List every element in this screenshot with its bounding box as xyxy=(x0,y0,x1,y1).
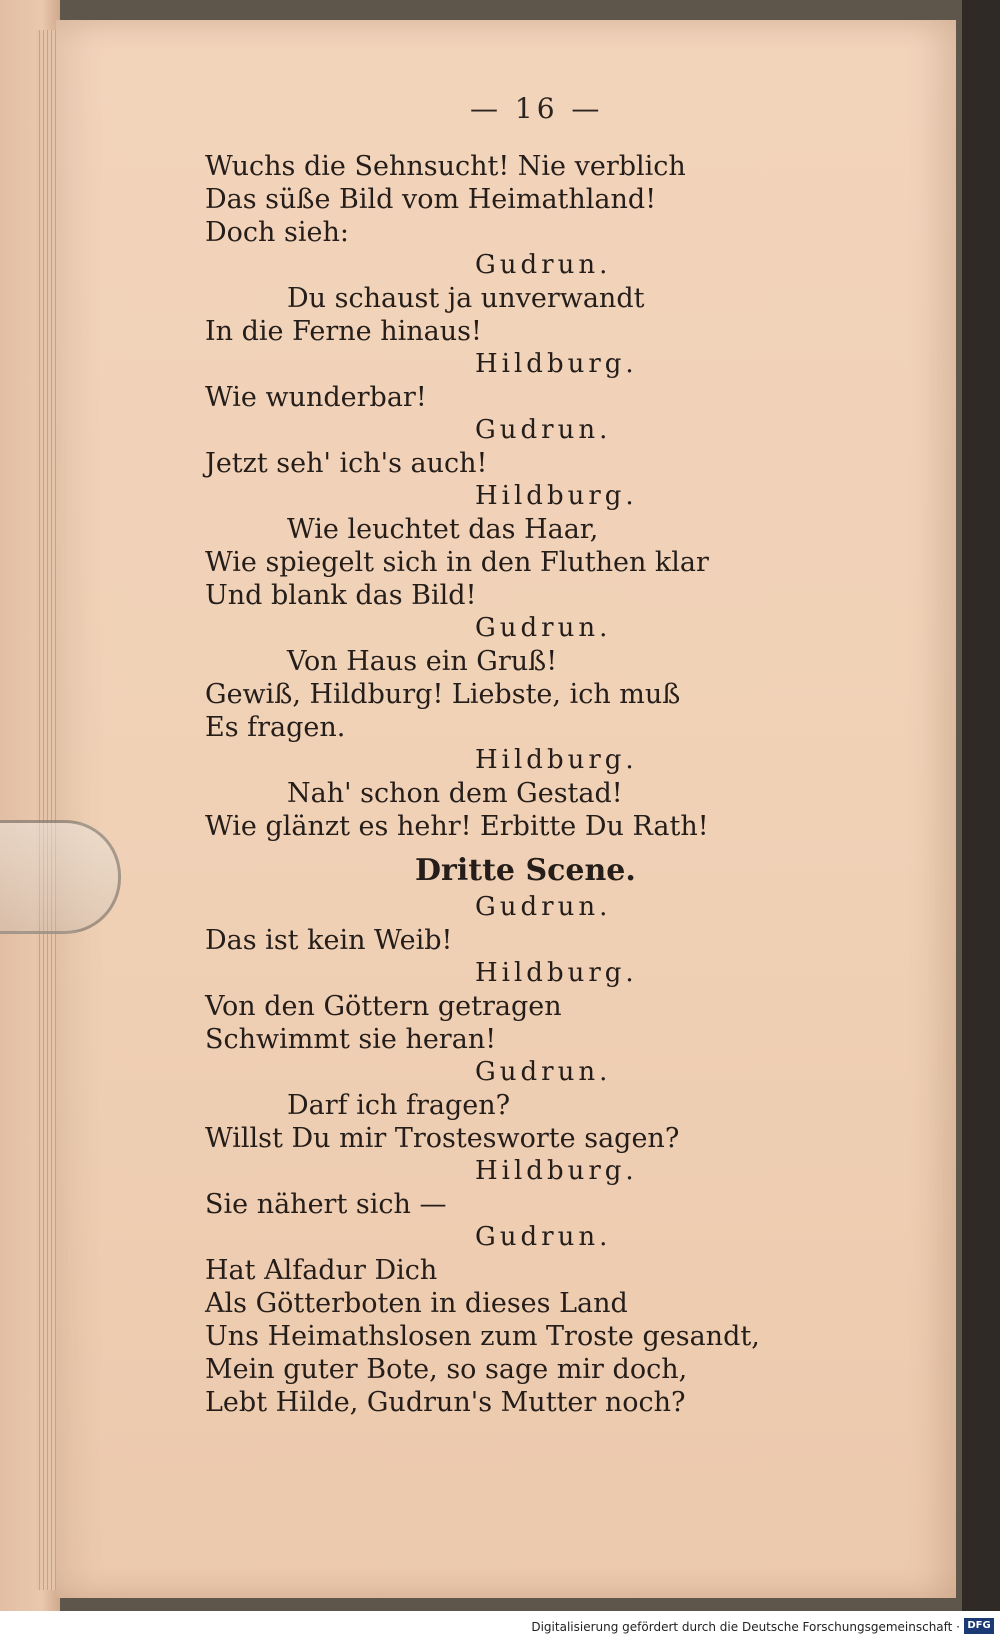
verse-line: Von den Göttern getragen xyxy=(205,991,562,1022)
speaker-name: Gudrun. xyxy=(475,1222,612,1252)
verse-line: Nah' schon dem Gestad! xyxy=(287,778,623,809)
footer-credit: Digitalisierung gefördert durch die Deutsche Forschungsgemeinschaft · xyxy=(531,1620,960,1634)
scene-heading: Dritte Scene. xyxy=(415,853,636,888)
verse-line: Schwimmt sie heran! xyxy=(205,1024,497,1055)
verse-line: Es fragen. xyxy=(205,712,346,743)
verse-line: Du schaust ja unverwandt xyxy=(287,283,645,314)
speaker-name: Gudrun. xyxy=(475,415,612,445)
scan-background-right xyxy=(962,0,1000,1639)
verse-line: Von Haus ein Gruß! xyxy=(287,646,558,677)
footer-bar xyxy=(0,1611,1000,1639)
speaker-name: Gudrun. xyxy=(475,613,612,643)
verse-line: Lebt Hilde, Gudrun's Mutter noch? xyxy=(205,1387,686,1418)
page-clip xyxy=(0,820,121,934)
verse-line: Das ist kein Weib! xyxy=(205,925,453,956)
verse-line: Hat Alfadur Dich xyxy=(205,1255,438,1286)
verse-line: Uns Heimathslosen zum Troste gesandt, xyxy=(205,1321,760,1352)
speaker-name: Hildburg. xyxy=(475,958,638,988)
verse-line: In die Ferne hinaus! xyxy=(205,316,482,347)
verse-line: Willst Du mir Trostesworte sagen? xyxy=(205,1123,680,1154)
verse-line: Wie glänzt es hehr! Erbitte Du Rath! xyxy=(205,811,709,842)
verse-line: Doch sieh: xyxy=(205,217,349,248)
verse-line: Jetzt seh' ich's auch! xyxy=(205,448,488,479)
speaker-name: Gudrun. xyxy=(475,1057,612,1087)
page-number: — 16 — xyxy=(470,92,604,125)
speaker-name: Hildburg. xyxy=(475,349,638,379)
verse-line: Wie leuchtet das Haar, xyxy=(287,514,599,545)
speaker-name: Gudrun. xyxy=(475,250,612,280)
speaker-name: Hildburg. xyxy=(475,1156,638,1186)
verse-line: Und blank das Bild! xyxy=(205,580,477,611)
speaker-name: Hildburg. xyxy=(475,481,638,511)
verse-line: Wie spiegelt sich in den Fluthen klar xyxy=(205,547,709,578)
verse-line: Als Götterboten in dieses Land xyxy=(205,1288,628,1319)
dfg-logo: DFG xyxy=(964,1618,994,1634)
verse-line: Das süße Bild vom Heimathland! xyxy=(205,184,657,215)
verse-line: Wie wunderbar! xyxy=(205,382,427,413)
speaker-name: Hildburg. xyxy=(475,745,638,775)
verse-line: Mein guter Bote, so sage mir doch, xyxy=(205,1354,688,1385)
verse-line: Wuchs die Sehnsucht! Nie verblich xyxy=(205,151,686,182)
verse-line: Gewiß, Hildburg! Liebste, ich muß xyxy=(205,679,681,710)
speaker-name: Gudrun. xyxy=(475,892,612,922)
verse-line: Sie nähert sich — xyxy=(205,1189,447,1220)
verse-line: Darf ich fragen? xyxy=(287,1090,511,1121)
verse-text xyxy=(205,150,765,1419)
